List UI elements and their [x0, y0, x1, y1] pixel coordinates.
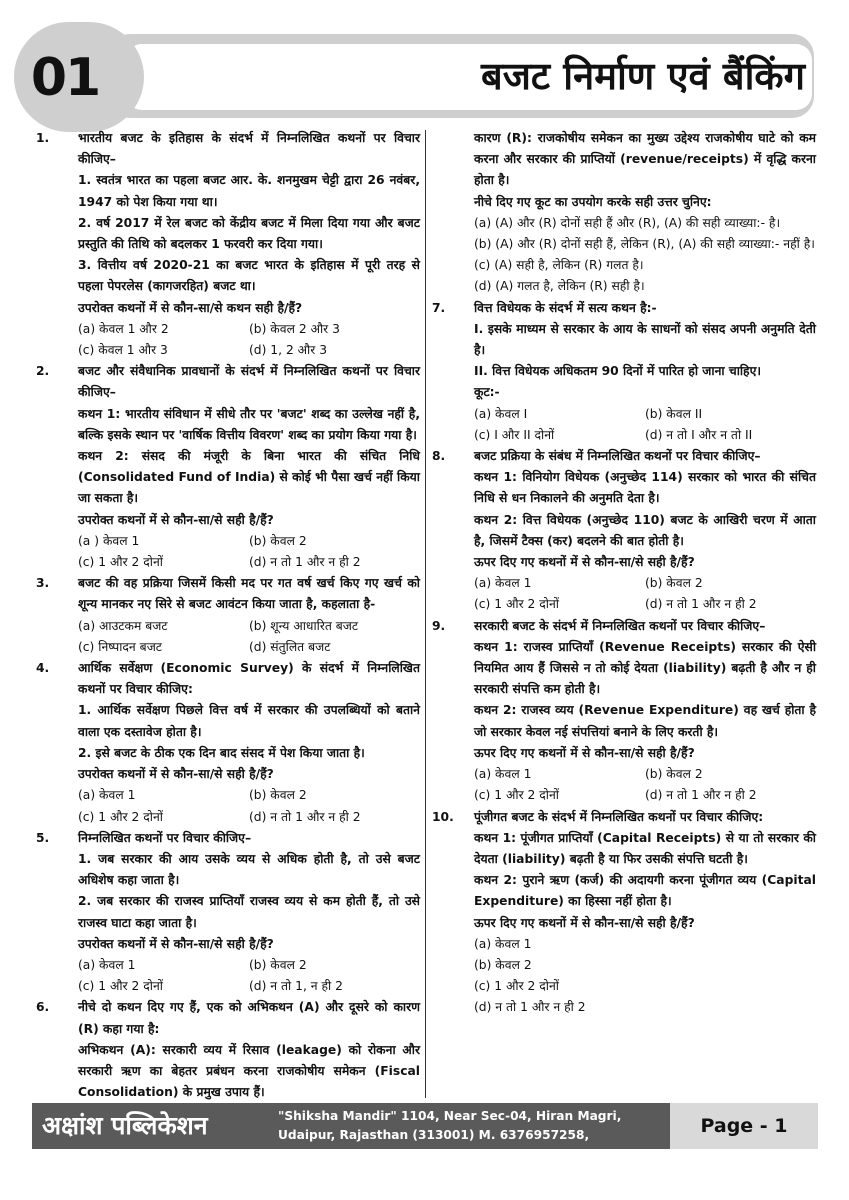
- question-number: 10.: [432, 809, 454, 824]
- options: [474, 764, 816, 806]
- column-divider: [425, 130, 426, 1098]
- address-line-1: "Shiksha Mandir" 1104, Near Sec-04, Hiran Magri,: [278, 1109, 622, 1123]
- question-5: [36, 828, 420, 998]
- question-prompt: उपरोक्त कथनों में से कौन-सा/से सही है/हैं?: [78, 512, 274, 527]
- option-a: (a) केवल 1: [474, 936, 532, 951]
- page-number: Page - 1: [670, 1103, 818, 1149]
- option-a: (a) केवल I: [474, 406, 528, 421]
- option-c: (c) (A) सही है, लेकिन (R) गलत है।: [474, 258, 644, 273]
- option-d: (d) न तो 1 और न ही 2: [249, 555, 361, 570]
- options: [78, 531, 420, 573]
- statement: कथन 1: भारतीय संविधान में सीधे तौर पर 'बजट' शब्द का उल्लेख नहीं है, बल्कि इसके स्थान पर 'वार्षिक वित्तीय विवरण' शब्द का प्रयोग किया गया है।: [78, 406, 420, 442]
- statement: कथन 2: संसद की मंजूरी के बिना भारत की संचित निधि (Consolidated Fund of India) से कोई भी पैसा खर्च नहीं किया जा सकता है।: [78, 449, 420, 506]
- option-b: (b) (A) और (R) दोनों सही हैं, लेकिन (R), (A) की सही व्याख्या:- नहीं है।: [474, 237, 815, 252]
- option-a: (a) (A) और (R) दोनों सही हैं और (R), (A) की सही व्याख्या:- है।: [474, 215, 781, 230]
- question-8: [432, 446, 816, 616]
- assertion: अभिकथन (A): सरकारी व्यय में रिसाव (leakage) को रोकना और सरकारी ऋण का बेहतर प्रबंधन करना राजकोषीय समेकन (Fiscal Consolidation) के प्रमुख उपाय हैं।: [78, 1042, 420, 1100]
- question-stem: आर्थिक सर्वेक्षण (Economic Survey) के संदर्भ में निम्नलिखित कथनों पर विचार कीजिए:: [78, 661, 420, 697]
- options: [78, 955, 420, 997]
- question-9: [432, 616, 816, 807]
- reason: कारण (R): राजकोषीय समेकन का मुख्य उद्देश्य राजकोषीय घाटे को कम करना और सरकार की प्राप्तियों (revenue/receipts) में वृद्धि करना होता है।: [474, 131, 816, 188]
- question-stem: वित्त विधेयक के संदर्भ में सत्य कथन है:-: [474, 300, 657, 315]
- question-number-spacer: [432, 128, 474, 298]
- option-c: (c) निष्पादन बजट: [78, 639, 163, 654]
- question-stem: बजट की वह प्रक्रिया जिसमें किसी मद पर गत वर्ष खर्च किए गए खर्च को शून्य मानकर नए सिरे से बजट आवंटन किया जाता है, कहलाता है-: [78, 576, 420, 612]
- option-d: (d) न तो 1 और न ही 2: [474, 1000, 586, 1015]
- publisher-address: [278, 1107, 668, 1164]
- statement: 2. जब सरकार की राजस्व प्राप्तियाँ राजस्व व्यय से कम होती हैं, तो उसे राजस्व घाटा कहा जाता है।: [78, 894, 420, 930]
- option-c: (c) 1 और 2 दोनों: [474, 979, 559, 994]
- question-number: 2.: [36, 364, 50, 379]
- options: [78, 616, 420, 658]
- chapter-title: बजट निर्माण एवं बैंकिंग: [481, 54, 805, 98]
- question-stem: सरकारी बजट के संदर्भ में निम्नलिखित कथनों पर विचार कीजिए–: [474, 618, 766, 633]
- option-a: (a) केवल 1: [474, 576, 532, 591]
- question-stem: नीचे दो कथन दिए गए हैं, एक को अभिकथन (A) और दूसरे को कारण (R) कहा गया है:: [78, 1000, 420, 1036]
- question-4: [36, 658, 420, 828]
- question-7: [432, 298, 816, 446]
- option-c: (c) 1 और 2 दोनों: [78, 979, 163, 994]
- question-number: 4.: [36, 661, 50, 676]
- question-number: 8.: [432, 449, 446, 464]
- option-c: (c) I और II दोनों: [474, 427, 555, 442]
- option-b: (b) केवल 2: [249, 788, 307, 803]
- question-prompt: उपरोक्त कथनों में से कौन-सा/से कथन सही है/हैं?: [78, 300, 303, 315]
- statement: कथन 1: पूंजीगत प्राप्तियाँ (Capital Receipts) से या तो सरकार की देयता (liability) बढ़ती है या फिर उसकी संपत्ति घटती है।: [474, 830, 816, 866]
- question-3: [36, 573, 420, 658]
- question-prompt: ऊपर दिए गए कथनों में से कौन-सा/से सही है/हैं?: [474, 555, 695, 570]
- question-stem: भारतीय बजट के इतिहास के संदर्भ में निम्नलिखित कथनों पर विचार कीजिए–: [78, 131, 420, 167]
- statement: कथन 1: विनियोग विधेयक (अनुच्छेद 114) सरकार को भारत की संचित निधि से धन निकालने की अनुमति देता है।: [474, 470, 816, 506]
- option-d: (d) न तो 1, न ही 2: [249, 979, 343, 994]
- options: [78, 785, 420, 827]
- question-6: [36, 997, 420, 1103]
- option-b: (b) केवल 2: [645, 576, 703, 591]
- statement: कथन 2: वित्त विधेयक (अनुच्छेद 110) बजट के आखिरी चरण में आता है, जिसमें टैक्स (कर) बदलने की बात होती है।: [474, 512, 816, 548]
- question-prompt: उपरोक्त कथनों में से कौन-सा/से सही है/हैं?: [78, 936, 274, 951]
- option-b: (b) केवल 2: [249, 533, 307, 548]
- question-6-continued: [432, 128, 816, 298]
- option-b: (b) केवल 2: [474, 957, 532, 972]
- statement: 2. वर्ष 2017 में रेल बजट को केंद्रीय बजट में मिला दिया गया और बजट प्रस्तुति की तिथि को बदलकर 1 फरवरी कर दिया गया।: [78, 215, 420, 252]
- option-a: (a ) केवल 1: [78, 533, 140, 548]
- statement: कथन 1: राजस्व प्राप्तियाँ (Revenue Receipts) सरकार की ऐसी नियमित आय हैं जिससे न तो कोई देयता (liability) बढ़ती है और न ही सरकारी संपत्ति कम होती है।: [474, 639, 816, 697]
- option-d: (d) न तो 1 और न ही 2: [645, 788, 757, 803]
- code-label: कूट:-: [474, 385, 500, 400]
- question-stem: निम्नलिखित कथनों पर विचार कीजिए–: [78, 830, 252, 845]
- option-c: (c) 1 और 2 दोनों: [78, 555, 163, 570]
- question-number: 5.: [36, 830, 50, 845]
- question-number: 1.: [36, 131, 50, 145]
- publisher-name: अक्षांश पब्लिकेशन: [42, 1111, 208, 1140]
- statement: II. वित्त विधेयक अधिकतम 90 दिनों में पारित हो जाना चाहिए।: [474, 364, 762, 379]
- question-stem: बजट और संवैधानिक प्रावधानों के संदर्भ में निम्नलिखित कथनों पर विचार कीजिए–: [78, 364, 420, 400]
- question-number: 6.: [36, 1000, 50, 1015]
- option-a: (a) केवल 1: [474, 767, 532, 782]
- question-stem: पूंजीगत बजट के संदर्भ में निम्नलिखित कथनों पर विचार कीजिए:: [474, 809, 764, 824]
- option-b: (b) केवल 2 और 3: [249, 321, 340, 336]
- option-d: (d) (A) गलत है, लेकिन (R) सही है।: [474, 279, 645, 294]
- option-c: (c) 1 और 2 दोनों: [474, 788, 559, 803]
- option-b: (b) शून्य आधारित बजट: [249, 618, 359, 633]
- option-c: (c) 1 और 2 दोनों: [474, 597, 559, 612]
- address-line-2: Udaipur, Rajasthan (313001) M. 6376957258, 6376491126: [278, 1128, 590, 1161]
- option-d: (d) न तो 1 और न ही 2: [645, 597, 757, 612]
- statement: 1. स्वतंत्र भारत का पहला बजट आर. के. शनमुखम चेट्टी द्वारा 26 नवंबर, 1947 को पेश किया गया था।: [78, 173, 420, 209]
- question-number: 9.: [432, 618, 446, 633]
- option-d: (d) न तो I और न तो II: [645, 427, 753, 442]
- question-number: 7.: [432, 300, 446, 315]
- options: [474, 404, 816, 446]
- left-column: [36, 128, 420, 1103]
- statement: 3. वित्तीय वर्ष 2020-21 का बजट भारत के इतिहास में पूरी तरह से पहला पेपरलेस (कागजरहित) बजट था।: [78, 258, 420, 294]
- option-a: (a) आउटकम बजट: [78, 618, 168, 633]
- question-2: [36, 361, 420, 573]
- question-prompt: उपरोक्त कथनों में से कौन-सा/से सही है/हैं?: [78, 767, 274, 782]
- option-a: (a) केवल 1: [78, 957, 136, 972]
- statement: 2. इसे बजट के ठीक एक दिन बाद संसद में पेश किया जाता है।: [78, 745, 365, 760]
- option-c: (c) केवल 1 और 3: [78, 343, 168, 358]
- question-prompt: नीचे दिए गए कूट का उपयोग करके सही उत्तर चुनिए:: [474, 194, 712, 209]
- options: [474, 573, 816, 615]
- question-prompt: ऊपर दिए गए कथनों में से कौन-सा/से सही है/हैं?: [474, 745, 695, 760]
- statement: 1. जब सरकार की आय उसके व्यय से अधिक होती है, तो उसे बजट अधिशेष कहा जाता है।: [78, 851, 420, 888]
- option-a: (a) केवल 1: [78, 788, 136, 803]
- option-b: (b) केवल 2: [249, 957, 307, 972]
- question-stem: बजट प्रक्रिया के संबंध में निम्नलिखित कथनों पर विचार कीजिए–: [474, 449, 761, 464]
- question-prompt: ऊपर दिए गए कथनों में से कौन-सा/से सही है/हैं?: [474, 915, 695, 930]
- question-number: 3.: [36, 576, 50, 591]
- statement: कथन 2: राजस्व व्यय (Revenue Expenditure) वह खर्च होता है जो सरकार केवल नई संपत्तियां बनाने के लिए करती है।: [474, 703, 816, 739]
- option-a: (a) केवल 1 और 2: [78, 321, 169, 336]
- option-c: (c) 1 और 2 दोनों: [78, 809, 163, 824]
- option-d: (d) 1, 2 और 3: [249, 343, 328, 358]
- statement: 1. आर्थिक सर्वेक्षण पिछले वित्त वर्ष में सरकार की उपलब्धियों को बताने वाला एक दस्तावेज होता है।: [78, 703, 420, 739]
- question-1: [36, 128, 420, 361]
- options: [78, 319, 420, 361]
- option-b: (b) केवल II: [645, 406, 703, 421]
- option-d: (d) संतुलित बजट: [249, 639, 331, 654]
- option-d: (d) न तो 1 और न ही 2: [249, 809, 361, 824]
- chapter-number: 01: [30, 48, 100, 108]
- option-b: (b) केवल 2: [645, 767, 703, 782]
- right-column: [432, 128, 816, 1019]
- statement: I. इसके माध्यम से सरकार के आय के साधनों को संसद अपनी अनुमति देती है।: [474, 321, 816, 358]
- statement: कथन 2: पुराने ऋण (कर्ज) की अदायगी करना पूंजीगत व्यय (Capital Expenditure) का हिस्सा नहीं होता है।: [474, 873, 816, 909]
- question-10: [432, 807, 816, 1019]
